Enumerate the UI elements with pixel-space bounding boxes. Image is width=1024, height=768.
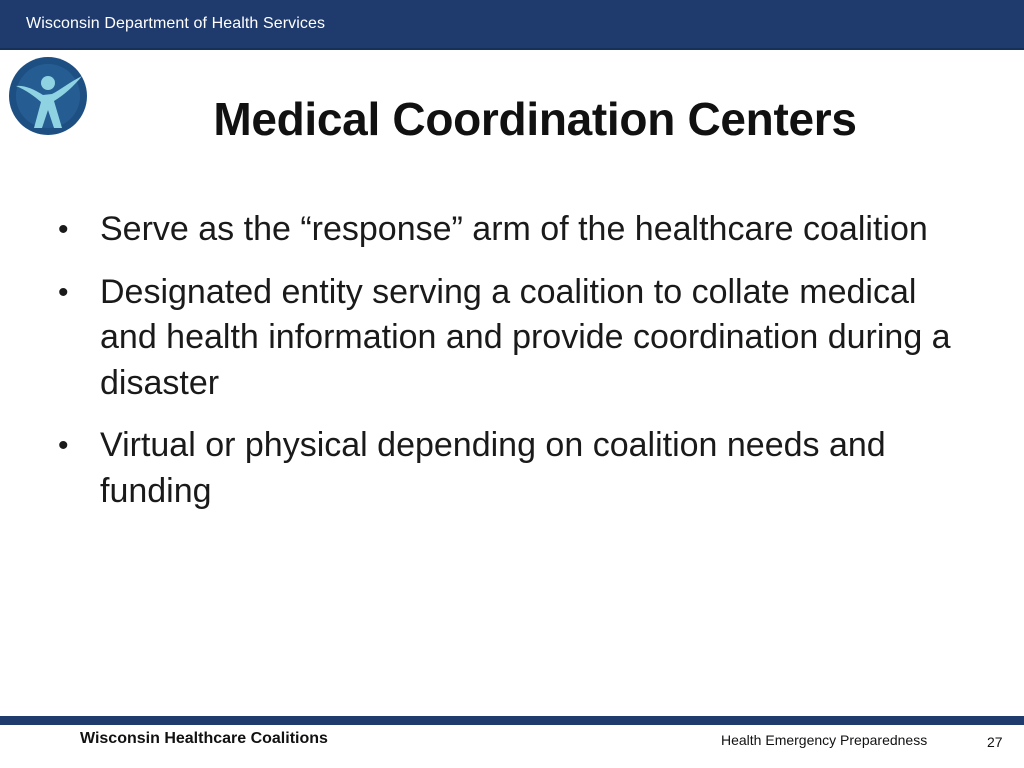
footer-program-name: Health Emergency Preparedness xyxy=(721,732,928,748)
bullet-dot-icon: • xyxy=(58,213,69,246)
bullet-text: Virtual or physical depending on coalition needs and funding xyxy=(100,426,886,510)
bullet-dot-icon: • xyxy=(58,275,69,309)
slide-title: Medical Coordination Centers xyxy=(213,93,857,145)
bullet-item xyxy=(58,207,978,253)
footer-coalition-name: Wisconsin Healthcare Coalitions xyxy=(80,730,328,747)
bullet-item xyxy=(58,270,978,407)
organization-name: Wisconsin Department of Health Services xyxy=(26,15,326,32)
footer-divider xyxy=(0,716,1024,725)
bullet-text: Designated entity serving a coalition to collate medical and health information and provide coordination during a disaster xyxy=(100,272,951,402)
header-bar xyxy=(0,0,1024,50)
bullet-item xyxy=(58,423,978,514)
bullet-text: Serve as the “response” arm of the healthcare coalition xyxy=(100,210,928,248)
bullet-dot-icon: • xyxy=(58,429,69,462)
bullet-list xyxy=(58,207,978,531)
page-number: 27 xyxy=(987,734,1003,750)
